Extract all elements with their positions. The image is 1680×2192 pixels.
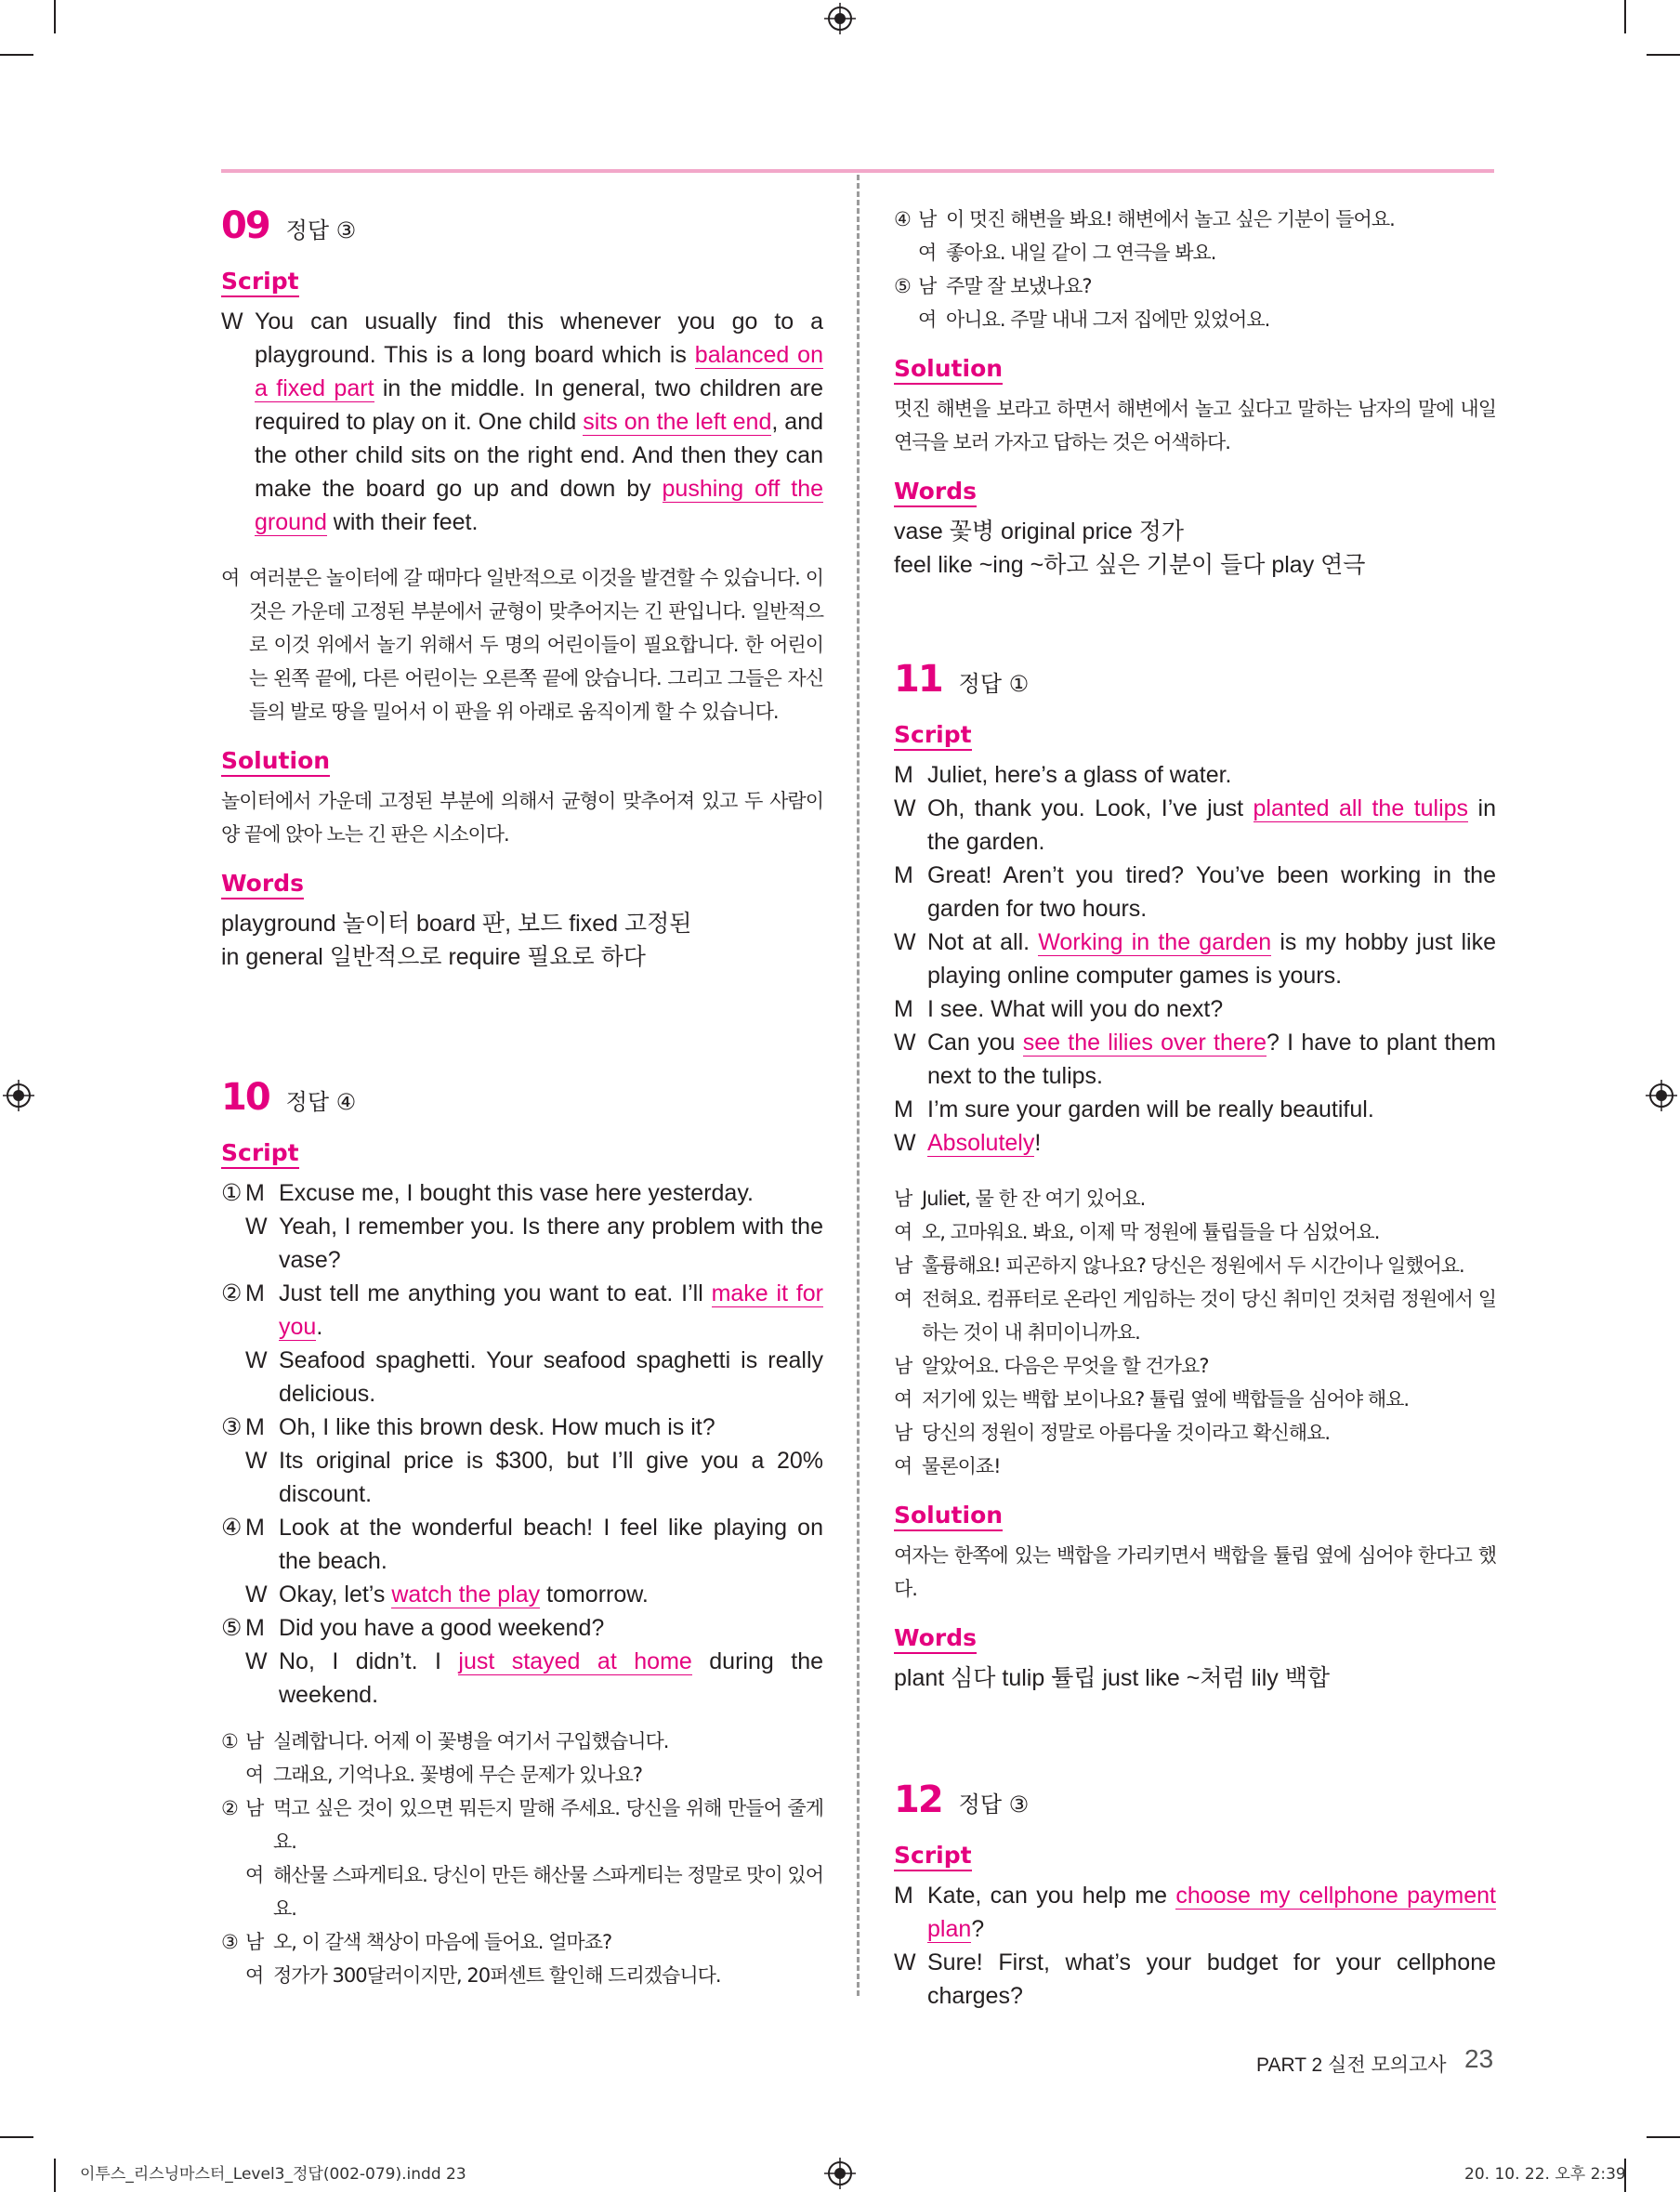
- registration-mark-icon: [824, 2158, 856, 2189]
- solution-text: 여자는 한쪽에 있는 백합을 가리키면서 백합을 튤립 옆에 심어야 한다고 했다.: [894, 1544, 1496, 1600]
- utterance: [927, 1093, 1496, 1126]
- highlighted-phrase: Working in the garden: [1038, 929, 1272, 955]
- translation-line: [894, 1383, 1496, 1416]
- words-line: vase 꽃병 original price 정가: [894, 518, 1184, 545]
- column-divider: [857, 175, 860, 1996]
- utterance: [927, 1946, 1496, 2013]
- words-line: feel like ~ing ~하고 싶은 기분이 들다 play 연극: [894, 552, 1366, 578]
- choice-number: ②: [221, 1797, 238, 1819]
- speaker-label: 여: [894, 1288, 912, 1310]
- utterance-text: Great! Aren’t you tired? You’ve been working in the garden for two hours.: [927, 862, 1496, 922]
- dialogue-line: [894, 1879, 1496, 1946]
- choice-number: ⑤: [894, 275, 911, 297]
- words-list: [894, 1661, 1496, 1695]
- translation-text: 이 멋진 해변을 봐요! 해변에서 놀고 싶은 기분이 들어요.: [946, 208, 1395, 230]
- speaker-label: W: [245, 1448, 268, 1474]
- script-block: [221, 1176, 823, 1712]
- solution-label: Solution: [221, 747, 330, 777]
- speaker-label: 여: [918, 308, 937, 331]
- utterance: [279, 1645, 823, 1712]
- crop-mark: [1647, 2136, 1680, 2138]
- speaker-label: W: [894, 929, 916, 955]
- speaker-label: W: [894, 795, 916, 821]
- crop-mark: [54, 2159, 56, 2192]
- highlighted-phrase: Absolutely: [927, 1130, 1035, 1156]
- dialogue-line: [221, 1645, 823, 1712]
- highlighted-phrase: just stayed at home: [458, 1648, 692, 1674]
- translation-text: 오, 고마워요. 봐요, 이제 막 정원에 튤립들을 다 심었어요.: [922, 1221, 1380, 1243]
- speaker-label: M: [894, 862, 913, 888]
- utterance: [279, 1444, 823, 1511]
- utterance: [279, 1578, 823, 1611]
- translation-line: [894, 1182, 1496, 1215]
- translation-block: [894, 1182, 1496, 1483]
- utterance-text: Its original price is $300, but I’ll give you a 20% discount.: [279, 1448, 823, 1507]
- speaker-label: 남: [894, 1422, 912, 1444]
- dialogue-line: [221, 1511, 823, 1578]
- utterance-text: I’m sure your garden will be really beautiful.: [927, 1096, 1374, 1122]
- translation-text: 해산물 스파게티요. 당신이 만든 해산물 스파게티는 정말로 맛이 있어요.: [273, 1864, 823, 1920]
- solution-text: 놀이터에서 가운데 고정된 부분에 의해서 균형이 맞추어져 있고 두 사람이 양 끝에 앉아 노는 긴 판은 시소이다.: [221, 790, 823, 846]
- translation-text: 아니요. 주말 내내 그저 집에만 있었어요.: [946, 308, 1270, 331]
- speaker-label: 남: [245, 1730, 264, 1752]
- translation-line: [221, 1792, 823, 1858]
- file-slug: 이투스_리스닝마스터_Level3_정답(002-079).indd 23: [80, 2165, 466, 2184]
- header-rule: [221, 169, 1494, 173]
- utterance: [279, 1511, 823, 1578]
- speaker-label: M: [894, 1096, 913, 1122]
- dialogue-line: [894, 992, 1496, 1026]
- highlighted-phrase: sits on the left end: [583, 409, 772, 435]
- registration-mark-icon: [1646, 1080, 1677, 1111]
- dialogue-line: [221, 1210, 823, 1277]
- utterance: [279, 1411, 823, 1444]
- translation-line: [221, 1959, 823, 1992]
- translation-block: [894, 203, 1496, 336]
- translation-line: [221, 561, 823, 728]
- choice-number: ④: [221, 1515, 243, 1541]
- question-header: [221, 1076, 823, 1119]
- words-line: in general 일반적으로 require 필요로 하다: [221, 944, 646, 970]
- utterance-text: in the garden.: [927, 795, 1496, 855]
- translation-line: [894, 1282, 1496, 1349]
- speaker-label: M: [894, 1883, 913, 1909]
- translation-text: 저기에 있는 백합 보이나요? 튤립 옆에 백합들을 심어야 해요.: [922, 1388, 1410, 1411]
- translation-line: [894, 1215, 1496, 1249]
- choice-number: [221, 1959, 245, 1992]
- highlighted-phrase: balanced on a fixed part: [255, 342, 823, 401]
- utterance-text: Okay, let’s: [279, 1582, 392, 1608]
- choice-number: [221, 1344, 245, 1411]
- utterance: [927, 925, 1496, 992]
- utterance: [927, 1879, 1496, 1946]
- utterance-text: Look at the wonderful beach! I feel like playing on the beach.: [279, 1515, 823, 1574]
- page-number: 23: [1464, 2044, 1494, 2073]
- utterance-text: during the weekend.: [279, 1648, 823, 1708]
- question-header: [894, 1779, 1496, 1821]
- choice-number: [221, 1645, 245, 1712]
- script-label: Script: [221, 268, 299, 297]
- translation-line: [894, 236, 1496, 269]
- utterance-text: Yeah, I remember you. Is there any problem with the vase?: [279, 1214, 823, 1273]
- choice-number: ①: [221, 1180, 243, 1206]
- speaker-label: 여: [245, 1964, 264, 1987]
- translation-text: 그래요, 기억나요. 꽃병에 무슨 문제가 있나요?: [273, 1764, 643, 1786]
- date-slug: 20. 10. 22. 오후 2:39: [1464, 2165, 1626, 2184]
- translation-line: [221, 1858, 823, 1925]
- speaker-label: W: [245, 1347, 268, 1373]
- speaker-label: W: [245, 1582, 268, 1608]
- translation-text: 알았어요. 다음은 무엇을 할 건가요?: [922, 1355, 1209, 1377]
- script-block: [894, 758, 1496, 1160]
- script-block: [221, 305, 823, 539]
- speaker-label: W: [894, 1949, 916, 1975]
- utterance-text: ? I have to plant them next to the tulips.: [927, 1030, 1496, 1089]
- speaker-label: 여: [245, 1764, 264, 1786]
- words-label: Words: [894, 478, 977, 507]
- question-header: [221, 204, 823, 247]
- registration-mark-icon: [3, 1080, 34, 1111]
- utterance: [255, 305, 823, 539]
- translation-line: [221, 1925, 823, 1959]
- left-column: [221, 186, 823, 1992]
- dialogue-line: [221, 1578, 823, 1611]
- translation-text: 좋아요. 내일 같이 그 연극을 봐요.: [946, 242, 1216, 264]
- solution-text: 멋진 해변을 보라고 하면서 해변에서 놀고 싶다고 말하는 남자의 말에 내일 연극을 보러 가자고 답하는 것은 어색하다.: [894, 398, 1496, 453]
- utterance: [279, 1277, 823, 1344]
- dialogue-line: [221, 1611, 823, 1645]
- answer-key: 정답 ③: [285, 217, 357, 243]
- script-label: Script: [221, 1139, 299, 1169]
- speaker-label: W: [245, 1648, 268, 1674]
- dialogue-line: [894, 758, 1496, 792]
- utterance-text: No, I didn’t. I: [279, 1648, 459, 1674]
- dialogue-line: [894, 925, 1496, 992]
- words-list: [894, 515, 1496, 582]
- question-number: 12: [894, 1779, 942, 1821]
- utterance-text: !: [1034, 1130, 1042, 1156]
- choice-number: [221, 1858, 245, 1925]
- utterance: [279, 1344, 823, 1411]
- speaker-label: 여: [894, 1455, 912, 1477]
- speaker-label: 남: [245, 1797, 264, 1819]
- answer-key: 정답 ④: [285, 1089, 357, 1115]
- translation-text: 전혀요. 컴퓨터로 온라인 게임하는 것이 당신 취미인 것처럼 정원에서 일하는 것이 내 취미이니까요.: [922, 1288, 1496, 1344]
- dialogue-line: [894, 1093, 1496, 1126]
- translation-line: [894, 1249, 1496, 1282]
- utterance-text: with their feet.: [326, 509, 479, 535]
- words-line: plant 심다 tulip 튤립 just like ~처럼 lily 백합: [894, 1665, 1331, 1691]
- script-label: Script: [894, 721, 972, 751]
- utterance-text: Excuse me, I bought this vase here yesterday.: [279, 1180, 754, 1206]
- speaker-label: 남: [918, 275, 937, 297]
- answer-key: 정답 ①: [958, 671, 1030, 697]
- highlighted-phrase: planted all the tulips: [1253, 795, 1469, 821]
- speaker-label: 남: [245, 1931, 264, 1953]
- translation-text: 먹고 싶은 것이 있으면 뭐든지 말해 주세요. 당신을 위해 만들어 줄게요.: [273, 1797, 823, 1853]
- choice-number: [221, 1444, 245, 1511]
- speaker-label: W: [894, 1130, 916, 1156]
- utterance-text: ?: [971, 1916, 985, 1942]
- translation-block: [221, 561, 823, 728]
- translation-text: Juliet, 물 한 잔 여기 있어요.: [922, 1188, 1146, 1210]
- section-footer: PART 2 실전 모의고사: [1256, 2054, 1447, 2076]
- choice-number: ④: [894, 208, 911, 230]
- dialogue-line: [221, 1411, 823, 1444]
- translation-text: 주말 잘 보냈나요?: [946, 275, 1092, 297]
- translation-block: [221, 1725, 823, 1992]
- dialogue-line: [894, 1026, 1496, 1093]
- utterance-text: Oh, I like this brown desk. How much is it?: [279, 1414, 715, 1440]
- speaker-label: 남: [894, 1355, 912, 1377]
- utterance-text: Seafood spaghetti. Your seafood spaghetti is really delicious.: [279, 1347, 823, 1407]
- choice-number: ⑤: [221, 1615, 243, 1641]
- dialogue-line: [221, 1444, 823, 1511]
- utterance: [279, 1611, 823, 1645]
- crop-mark: [0, 2136, 33, 2138]
- utterance-text: Oh, thank you. Look, I’ve just: [927, 795, 1253, 821]
- speaker-label: W: [894, 1030, 916, 1056]
- utterance: [927, 792, 1496, 859]
- question-number: 09: [221, 204, 269, 247]
- utterance-text: Not at all.: [927, 929, 1039, 955]
- dialogue-line: [221, 1277, 823, 1344]
- answer-key: 정답 ③: [958, 1792, 1030, 1818]
- choice-number: ③: [221, 1931, 238, 1953]
- translation-line: [221, 1725, 823, 1758]
- utterance: [927, 1026, 1496, 1093]
- highlighted-phrase: choose my cellphone payment plan: [927, 1883, 1496, 1942]
- highlighted-phrase: watch the play: [391, 1582, 541, 1608]
- speaker-label: 여: [221, 567, 240, 589]
- crop-mark: [1624, 0, 1626, 33]
- utterance-text: Can you: [927, 1030, 1023, 1056]
- utterance-text: in the middle. In general, two children are required to play on it. One child: [255, 375, 823, 435]
- speaker-label: 여: [918, 242, 937, 264]
- utterance: [927, 1126, 1496, 1160]
- translation-line: [894, 1349, 1496, 1383]
- dialogue-line: [221, 1176, 823, 1210]
- crop-mark: [0, 54, 33, 56]
- right-column: [894, 203, 1496, 2013]
- dialogue-line: [894, 1946, 1496, 2013]
- utterance-text: Did you have a good weekend?: [279, 1615, 605, 1641]
- translation-text: 여러분은 놀이터에 갈 때마다 일반적으로 이것을 발견할 수 있습니다. 이것은 가운데 고정된 부분에서 균형이 맞추어지는 긴 판입니다. 일반적으로 이것 위에서 놀기 위해서 두 명의 어린이들이 필요합니다. 한 어린이는 왼쪽 끝에, 다른 어린이는 오른쪽 끝에 앉습니다. 그리고 그들은 자신들의 발로 땅을 밀어서 이 판을 위 아래로 움직이게 할 수 있습니다.: [249, 567, 823, 723]
- words-label: Words: [221, 870, 304, 899]
- translation-line: [894, 1416, 1496, 1450]
- speaker-label: M: [245, 1180, 265, 1206]
- translation-line: [894, 1450, 1496, 1483]
- translation-line: [894, 303, 1496, 336]
- script-label: Script: [894, 1842, 972, 1871]
- utterance-text: tomorrow.: [540, 1582, 649, 1608]
- speaker-label: M: [245, 1615, 265, 1641]
- speaker-label: 여: [894, 1388, 912, 1411]
- choice-number: [221, 1578, 245, 1611]
- speaker-label: 남: [918, 208, 937, 230]
- crop-mark: [54, 0, 56, 33]
- utterance-text: Just tell me anything you want to eat. I’ll: [279, 1280, 712, 1306]
- translation-line: [894, 203, 1496, 236]
- dialogue-line: [894, 859, 1496, 925]
- speaker-label: W: [245, 1214, 268, 1240]
- translation-line: [894, 269, 1496, 303]
- translation-text: 당신의 정원이 정말로 아름다울 것이라고 확신해요.: [922, 1422, 1331, 1444]
- dialogue-line: [221, 305, 823, 539]
- choice-number: [894, 236, 918, 269]
- utterance: [279, 1176, 823, 1210]
- utterance-text: Kate, can you help me: [927, 1883, 1176, 1909]
- speaker-label: M: [245, 1515, 265, 1541]
- solution-label: Solution: [894, 1502, 1003, 1531]
- translation-text: 물론이죠!: [922, 1455, 1001, 1477]
- speaker-label: W: [221, 308, 243, 335]
- utterance-text: , and the other child sits on the right end. And then they can make the board go up and down by: [255, 409, 824, 502]
- dialogue-line: [894, 1126, 1496, 1160]
- speaker-label: M: [245, 1280, 265, 1306]
- utterance: [927, 992, 1496, 1026]
- utterance-text: Juliet, here’s a glass of water.: [927, 762, 1232, 788]
- speaker-label: 여: [245, 1864, 264, 1886]
- crop-mark: [1647, 54, 1680, 56]
- choice-number: [221, 1210, 245, 1277]
- translation-text: 오, 이 갈색 책상이 마음에 들어요. 얼마죠?: [273, 1931, 612, 1953]
- utterance: [927, 859, 1496, 925]
- utterance: [927, 758, 1496, 792]
- translation-text: 정가가 300달러이지만, 20퍼센트 할인해 드리겠습니다.: [273, 1964, 721, 1987]
- highlighted-phrase: make it for you: [279, 1280, 823, 1340]
- speaker-label: M: [894, 762, 913, 788]
- question-header: [894, 658, 1496, 701]
- utterance: [279, 1210, 823, 1277]
- speaker-label: M: [245, 1414, 265, 1440]
- translation-text: 훌륭해요! 피곤하지 않나요? 당신은 정원에서 두 시간이나 일했어요.: [922, 1254, 1464, 1277]
- choice-number: [894, 303, 918, 336]
- choice-number: ②: [221, 1280, 243, 1306]
- choice-number: [221, 1758, 245, 1792]
- script-block: [894, 1879, 1496, 2013]
- utterance-text: I see. What will you do next?: [927, 996, 1224, 1022]
- question-number: 10: [221, 1076, 269, 1119]
- translation-line: [221, 1758, 823, 1792]
- solution-label: Solution: [894, 355, 1003, 385]
- question-number: 11: [894, 658, 942, 701]
- utterance-text: .: [316, 1314, 323, 1340]
- highlighted-phrase: pushing off the ground: [255, 476, 824, 535]
- highlighted-phrase: see the lilies over there: [1022, 1030, 1267, 1056]
- speaker-label: 여: [894, 1221, 912, 1243]
- translation-text: 실례합니다. 어제 이 꽃병을 여기서 구입했습니다.: [273, 1730, 669, 1752]
- utterance-text: is my hobby just like playing online computer games is yours.: [927, 929, 1496, 989]
- utterance-text: Sure! First, what’s your budget for your cellphone charges?: [927, 1949, 1496, 2009]
- dialogue-line: [221, 1344, 823, 1411]
- words-line: playground 놀이터 board 판, 보드 fixed 고정된: [221, 911, 692, 937]
- speaker-label: M: [894, 996, 913, 1022]
- speaker-label: 남: [894, 1254, 912, 1277]
- choice-number: ③: [221, 1414, 243, 1440]
- speaker-label: 남: [894, 1188, 912, 1210]
- words-list: [221, 907, 823, 974]
- utterance-text: You can usually find this whenever you go to a playground. This is a long board which is: [255, 308, 823, 368]
- choice-number: ①: [221, 1730, 238, 1752]
- words-label: Words: [894, 1624, 977, 1654]
- registration-mark-icon: [824, 3, 856, 34]
- dialogue-line: [894, 792, 1496, 859]
